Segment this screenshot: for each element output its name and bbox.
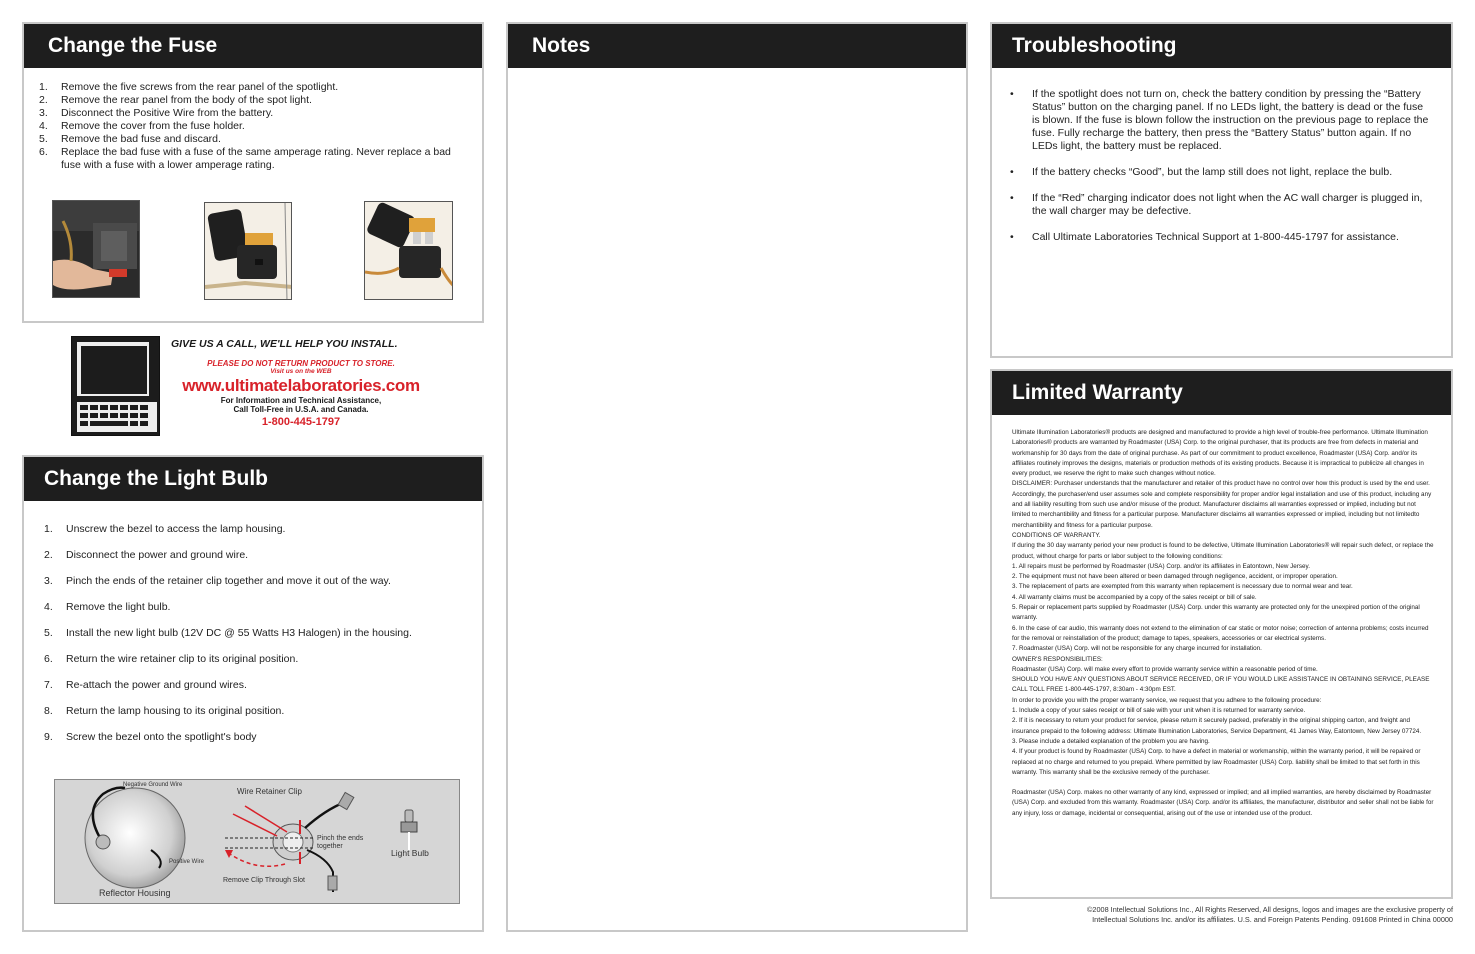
list-item: 3. Disconnect the Positive Wire from the battery.: [39, 107, 274, 119]
bullet-icon: •: [1010, 88, 1014, 100]
warranty-paragraph: In order to provide you with the proper warranty service, we request that you adhere to the following procedure:: [1012, 696, 1322, 704]
change-fuse-panel: [22, 22, 484, 323]
warranty-paragraph: Roadmaster (USA) Corp. makes no other warranty of any kind, expressed or implied; and all implied warranties, are hereby disclaimed by Roadmaster (USA) Corp. and excluded from this warranty. Roadmaster (USA) Corp. and/or its affiliates, the manufacturer, distributor and seller shall not be liable for any injury, loss or damage, incidental or consequential, arising out of the use or intended use of the product.: [1012, 789, 1434, 817]
list-item: 7. Re-attach the power and ground wires.: [44, 679, 247, 691]
info-line-2: Call Toll-Free in U.S.A. and Canada.: [233, 405, 369, 414]
phone-number: 1-800-445-1797: [261, 416, 341, 428]
list-item: 4. Remove the cover from the fuse holder.: [39, 120, 245, 132]
list-item: 2. Disconnect the power and ground wire.: [44, 549, 249, 561]
notes-panel: [506, 22, 968, 932]
list-item: 9. Screw the bezel onto the spotlight's body: [44, 731, 257, 743]
warranty-paragraph: 2. The equipment must not have been altered or been damaged through negligence, accident, or improper operation.: [1012, 573, 1338, 581]
warranty-paragraph: 7. Roadmaster (USA) Corp. will not be responsible for any charge incurred for installation.: [1012, 645, 1262, 653]
fuse-steps-list: [39, 81, 459, 172]
light-bulb-label: Light Bulb: [391, 848, 429, 858]
bullet-icon: •: [1010, 166, 1014, 178]
change-bulb-title: Change the Light Bulb: [24, 457, 482, 501]
change-bulb-panel: [22, 455, 484, 932]
light-bulb-icon: [401, 810, 417, 850]
list-item: 2. Remove the rear panel from the body of the spot light.: [39, 94, 312, 106]
negative-wire-label: Negative Ground Wire: [123, 782, 183, 788]
list-item: 1. Remove the five screws from the rear panel of the spotlight.: [39, 81, 339, 93]
list-item: 4. Remove the light bulb.: [44, 601, 171, 613]
warranty-paragraph: 5. Repair or replacement parts supplied by Roadmaster (USA) Corp. under this warranty are protected only for the unexpired portion of the original warranty.: [1012, 604, 1420, 622]
pinch-label: Pinch the ends together: [317, 835, 364, 850]
copyright-notice: [990, 905, 1453, 925]
fuse-photo-holder-open: [364, 201, 453, 300]
warranty-paragraph: SHOULD YOU HAVE ANY QUESTIONS ABOUT SERVICE RECEIVED, OR IF YOU WOULD LIKE ASSISTANCE IN OBTAINING SERVICE, PLEASE CALL TOLL FREE 1-800-445-1797, 8:30am - 4:30pm EST.: [1012, 676, 1430, 694]
copyright-line-1: ©2008 Intellectual Solutions Inc., All Rights Reserved, All designs, logos and images are the exclusive property of: [1087, 905, 1453, 914]
list-item: • If the “Red” charging indicator does not light when the AC wall charger is plugged in, the wall charger may be defective.: [1010, 192, 1423, 217]
bullet-icon: •: [1010, 231, 1014, 243]
warranty-paragraph: 3. The replacement of parts are exempted from this warranty when replacement is necessary due to normal wear and tear.: [1012, 583, 1353, 591]
fuse-photo-panel-removal: [52, 200, 140, 298]
positive-wire-label: Positive Wire: [169, 859, 205, 865]
notes-title: Notes: [508, 24, 966, 68]
warranty-text: [1012, 428, 1434, 819]
remove-clip-label: Remove Clip Through Slot: [223, 877, 305, 884]
list-item: • Call Ultimate Laboratories Technical Support at 1-800-445-1797 for assistance.: [1010, 231, 1399, 243]
fuse-photo-holder-closed: [204, 202, 292, 300]
reflector-housing-label: Reflector Housing: [99, 888, 171, 898]
warranty-paragraph: Roadmaster (USA) Corp. will make every effort to provide warranty service within a reasonable period of time.: [1012, 665, 1318, 673]
troubleshooting-panel: [990, 22, 1453, 358]
retainer-clip-label: Wire Retainer Clip: [237, 787, 302, 796]
warranty-paragraph: CONDITIONS OF WARRANTY.: [1012, 531, 1101, 539]
visit-web-label: Visit us on the WEB: [270, 368, 332, 375]
reflector-housing-icon: [85, 788, 185, 888]
list-item: • If the battery checks “Good”, but the lamp still does not light, replace the bulb.: [1010, 166, 1393, 178]
warranty-title: Limited Warranty: [992, 371, 1451, 415]
troubleshooting-list: [1010, 88, 1430, 257]
website-link[interactable]: www.ultimatelaboratories.com: [182, 376, 420, 395]
warranty-paragraph: 1. Include a copy of your sales receipt or bill of sale with your unit when it is returned for warranty service.: [1012, 707, 1306, 715]
warranty-paragraph: OWNER'S RESPONSIBILITIES:: [1012, 655, 1103, 663]
copyright-line-2: Intellectual Solutions Inc. and/or its affiliates. U.S. and Foreign Patents Pending. 091608 Printed in China 00000: [1092, 915, 1453, 924]
list-item: 8. Return the lamp housing to its original position.: [44, 705, 285, 717]
warranty-paragraph: 3. Please include a detailed explanation of the problem you are having.: [1012, 737, 1210, 745]
list-item: 1. Unscrew the bezel to access the lamp housing.: [44, 523, 286, 535]
list-item: 3. Pinch the ends of the retainer clip together and move it out of the way.: [44, 575, 391, 587]
no-return-notice: PLEASE DO NOT RETURN PRODUCT TO STORE.: [207, 359, 395, 368]
change-fuse-title: Change the Fuse: [24, 24, 482, 68]
bullet-icon: •: [1010, 192, 1014, 204]
list-item: 5. Remove the bad fuse and discard.: [39, 133, 221, 145]
list-item: 5. Install the new light bulb (12V DC @ 55 Watts H3 Halogen) in the housing.: [44, 627, 412, 639]
warranty-paragraph: 6. In the case of car audio, this warranty does not extend to the elimination of car static or motor noise; correction of antenna problems; costs incurred for the removal or reinstallation of the product; damage to tapes, speakers, accessories or car electrical systems.: [1012, 624, 1429, 642]
callout-text: [171, 336, 431, 428]
info-line-1: For Information and Technical Assistance,: [220, 396, 382, 405]
warranty-paragraph: 2. If it is necessary to return your product for service, please return it securely packed, preferably in the original shipping carton, and freight and insurance prepaid to the following address: Ultimate Illumination Laboratories, Service Department, 41 James Way, Eatontown, New Jersey 07724.: [1012, 717, 1422, 735]
warranty-paragraph: 1. All repairs must be performed by Roadmaster (USA) Corp. and/or its affiliates in Eatontown, New Jersey.: [1012, 562, 1310, 570]
warranty-paragraph: If during the 30 day warranty period your new product is found to be defective, Ultimate Illumination Laboratories® will repair such defect, or replace the product, without charge for parts or labor subject to the following conditions:: [1012, 542, 1434, 560]
warranty-panel: [990, 369, 1453, 899]
callout-title: GIVE US A CALL, WE'LL HELP YOU INSTALL.: [171, 338, 398, 350]
warranty-paragraph: 4. All warranty claims must be accompanied by a copy of the sales receipt or bill of sale.: [1012, 593, 1257, 601]
support-callout: [71, 336, 491, 438]
list-item: • If the spotlight does not turn on, check the battery condition by pressing the “Battery Status” button on the charging panel. If no LEDs light, the battery is dead or the fuse is blown. If the fuse is blown follow the instruction on the previous page to replace the fuse. Fully recharge the battery, then press the “Battery Status” button again. If no LEDs light, the battery must be replaced.: [1010, 88, 1429, 152]
computer-monitor-icon: [71, 336, 160, 436]
warranty-paragraph: DISCLAIMER: Purchaser understands that the manufacturer and retailer of this product have no control over how this product is used by the end user. Accordingly, the purchaser/end user assumes sole and complete responsibility for proper and/or legal installation and use of this product, including any and all liability resulting from such use and/or misuse of the product. Manufacturer disclaims all warranties expressed or implied, including but not limited to merchantibility and fitness for a particular purpose. Manufacturer disclaims all warranties expressed or implied, including but not limitedto merchantibility and fitness for a particular purpose.: [1012, 480, 1432, 529]
warranty-paragraph: 4. If your product is found by Roadmaster (USA) Corp. to have a defect in material or workmanship, within the warranty period, it will be repaired or replaced at no charge and returned to you prepaid. Where permitted by law Roadmaster (USA) Corp. liability shall be limited to that set forth in this warranty. This warranty shall be the exclusive remedy of the purchaser.: [1012, 748, 1421, 776]
list-item: 6. Return the wire retainer clip to its original position.: [44, 653, 299, 665]
warranty-paragraph: Ultimate Illumination Laboratories® products are designed and manufactured to provide a high level of trouble-free performance. Ultimate Illumination Laboratories® products are warranted by Roadmaster (USA) Corp. to the original purchaser, that its products are free from defects in material and workmanship for 30 days from the date of original purchase. As part of our commitment to product excellence, Roadmaster (USA) Corp. and/or its affiliates routinely improves the designs, materials or production methods of its existing products. Because it is impractical to publicize all changes in every product, we reserve the right to make such changes without notice.: [1012, 429, 1428, 478]
list-item: 6. Replace the bad fuse with a fuse of the same amperage rating. Never replace a bad fuse with a fuse with a lower amperage rating.: [39, 146, 451, 171]
bulb-diagram: [54, 779, 460, 904]
bulb-steps-list: [44, 516, 464, 750]
troubleshooting-title: Troubleshooting: [992, 24, 1451, 68]
